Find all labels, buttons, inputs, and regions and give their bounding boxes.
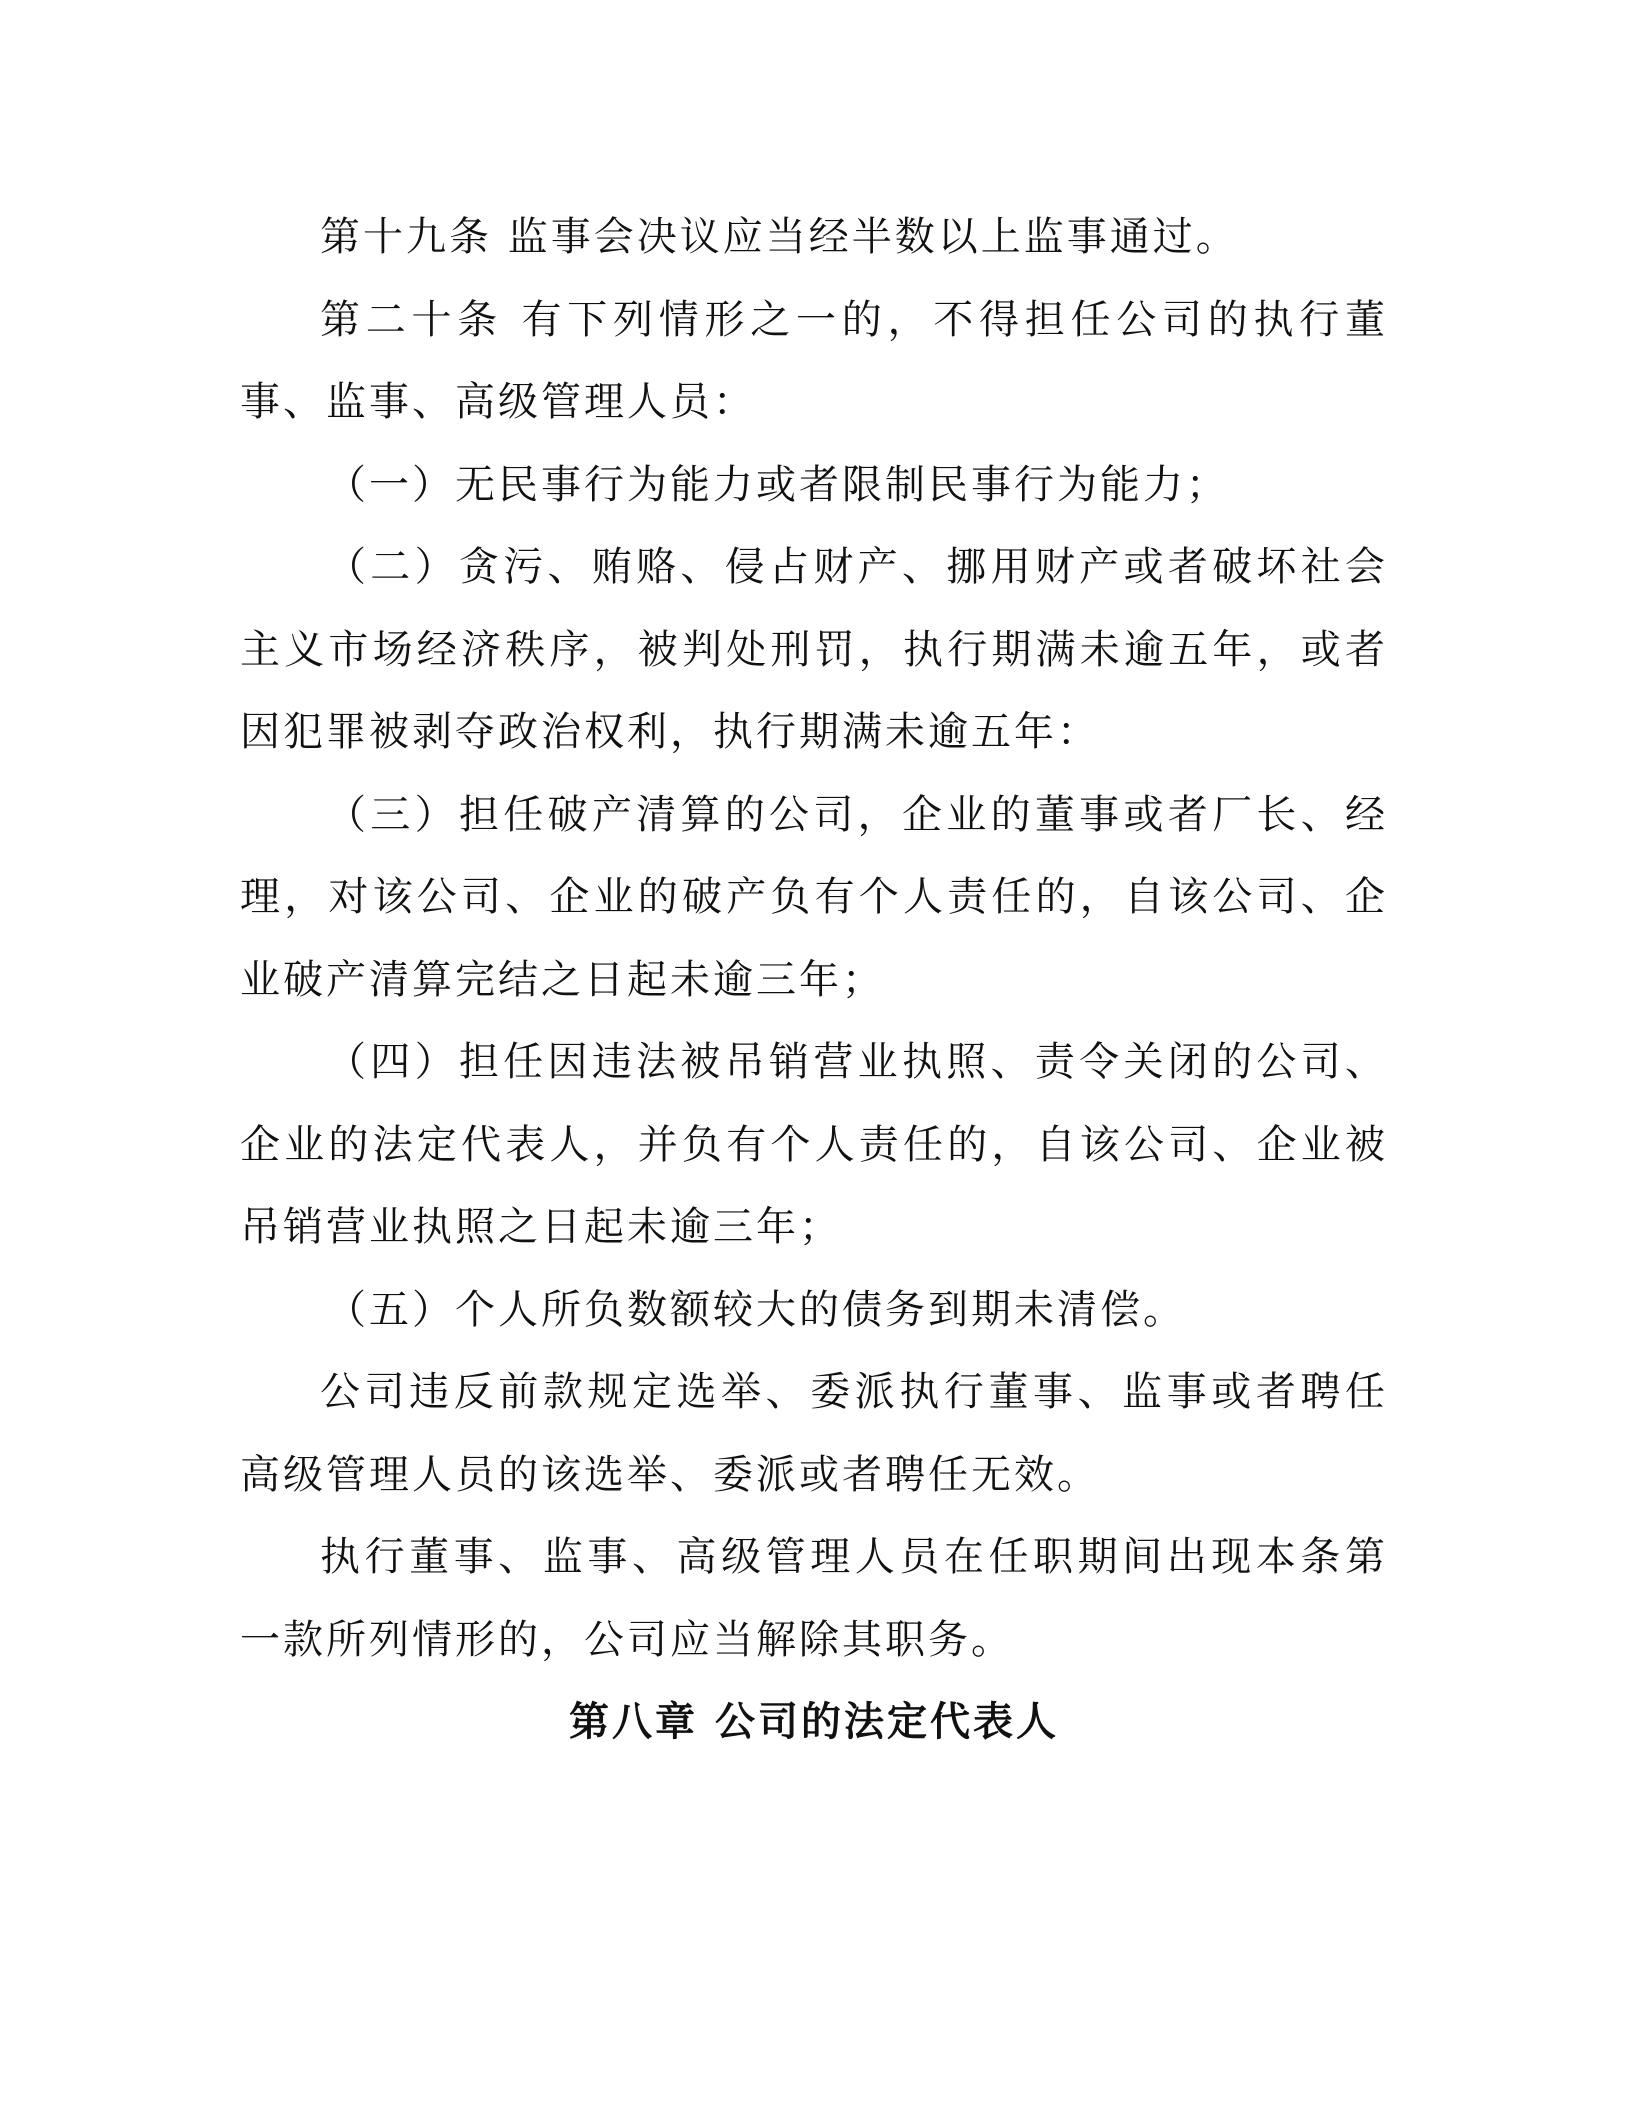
dismissal-paragraph: 执行董事、监事、高级管理人员在任职期间出现本条第一款所列情形的，公司应当解除其职务。 <box>240 1534 1388 1663</box>
list-item-2: （二）贪污、贿赂、侵占财产、挪用财产或者破坏社会主义市场经济秩序，被判处刑罚，执行期满未逾五年，或者因犯罪被剥夺政治权利，执行期满未逾五年： <box>240 544 1388 755</box>
list-item-3: （三）担任破产清算的公司，企业的董事或者厂长、经理，对该公司、企业的破产负有个人责任的，自该公司、企业破产清算完结之日起未逾三年； <box>240 791 1388 1003</box>
invalid-appointment-paragraph: 公司违反前款规定选举、委派执行董事、监事或者聘任高级管理人员的该选举、委派或者聘任无效。 <box>240 1369 1388 1498</box>
article-19-paragraph: 第十九条 监事会决议应当经半数以上监事通过。 <box>320 214 1239 260</box>
chapter-heading: 第八章 公司的法定代表人 <box>569 1698 1059 1745</box>
list-item-1: （一）无民事行为能力或者限制民事行为能力； <box>326 461 1229 508</box>
list-item-5: （五）个人所负数额较大的债务到期未清偿。 <box>326 1286 1186 1333</box>
list-item-4: （四）担任因违法被吊销营业执照、责令关闭的公司、企业的法定代表人，并负有个人责任的，自该公司、企业被吊销营业执照之日起未逾三年； <box>240 1039 1388 1250</box>
article-20-intro-paragraph: 第二十条 有下列情形之一的，不得担任公司的执行董事、监事、高级管理人员： <box>240 296 1388 425</box>
document-body <box>240 196 1388 1764</box>
